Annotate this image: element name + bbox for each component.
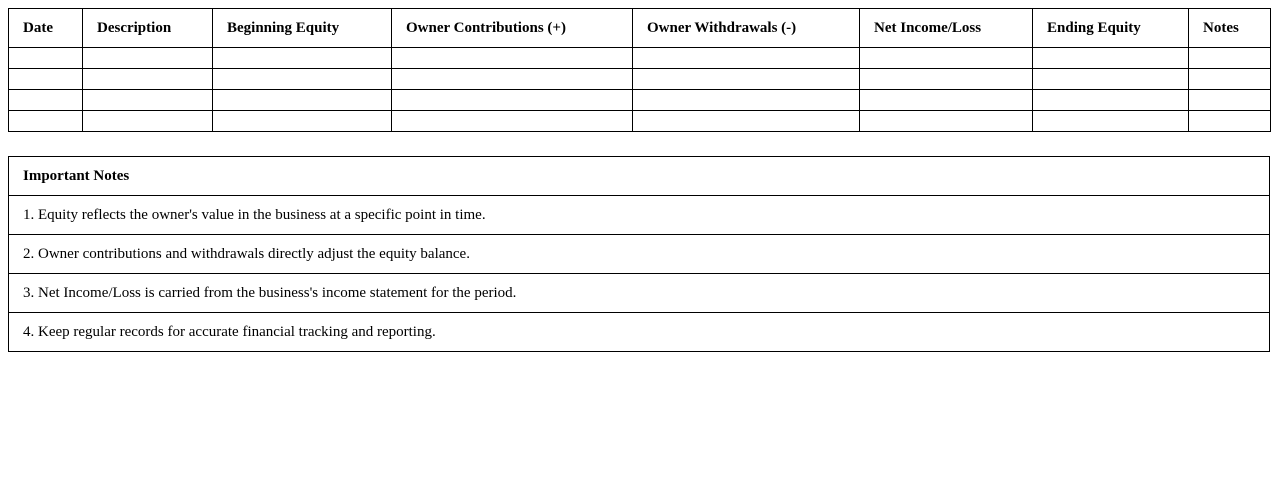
table-row — [9, 90, 1271, 111]
list-item — [9, 274, 1270, 313]
column-header-notes: Notes — [1189, 9, 1271, 48]
note-item-3: 3. Net Income/Loss is carried from the business's income statement for the period. — [9, 274, 1270, 313]
table-cell[interactable] — [9, 90, 83, 111]
table-cell[interactable] — [213, 48, 392, 69]
table-cell[interactable] — [392, 69, 633, 90]
note-item-2: 2. Owner contributions and withdrawals directly adjust the equity balance. — [9, 235, 1270, 274]
table-cell[interactable] — [9, 69, 83, 90]
table-cell[interactable] — [1033, 111, 1189, 132]
table-cell[interactable] — [633, 48, 860, 69]
table-row — [9, 111, 1271, 132]
important-notes-heading: Important Notes — [9, 157, 1270, 196]
equity-table — [8, 8, 1271, 132]
table-cell[interactable] — [860, 111, 1033, 132]
table-cell[interactable] — [1189, 48, 1271, 69]
table-cell[interactable] — [9, 48, 83, 69]
important-notes-table — [8, 156, 1270, 352]
column-header-net-income-loss: Net Income/Loss — [860, 9, 1033, 48]
table-cell[interactable] — [860, 90, 1033, 111]
list-item — [9, 196, 1270, 235]
table-cell[interactable] — [83, 90, 213, 111]
table-cell[interactable] — [633, 90, 860, 111]
table-cell[interactable] — [83, 69, 213, 90]
note-item-4: 4. Keep regular records for accurate financial tracking and reporting. — [9, 313, 1270, 352]
column-header-date: Date — [9, 9, 83, 48]
column-header-owner-contributions: Owner Contributions (+) — [392, 9, 633, 48]
table-cell[interactable] — [213, 69, 392, 90]
table-cell[interactable] — [392, 111, 633, 132]
table-cell[interactable] — [1033, 90, 1189, 111]
table-cell[interactable] — [1189, 69, 1271, 90]
column-header-beginning-equity: Beginning Equity — [213, 9, 392, 48]
table-cell[interactable] — [1189, 90, 1271, 111]
equity-table-header-row — [9, 9, 1271, 48]
table-cell[interactable] — [1189, 111, 1271, 132]
table-cell[interactable] — [83, 111, 213, 132]
list-item — [9, 235, 1270, 274]
table-cell[interactable] — [633, 111, 860, 132]
table-cell[interactable] — [9, 111, 83, 132]
table-cell[interactable] — [860, 48, 1033, 69]
table-cell[interactable] — [213, 90, 392, 111]
table-row — [9, 69, 1271, 90]
table-cell[interactable] — [83, 48, 213, 69]
column-header-description: Description — [83, 9, 213, 48]
column-header-ending-equity: Ending Equity — [1033, 9, 1189, 48]
list-item — [9, 313, 1270, 352]
table-cell[interactable] — [1033, 48, 1189, 69]
table-cell[interactable] — [392, 90, 633, 111]
column-header-owner-withdrawals: Owner Withdrawals (-) — [633, 9, 860, 48]
table-cell[interactable] — [633, 69, 860, 90]
table-cell[interactable] — [392, 48, 633, 69]
table-cell[interactable] — [860, 69, 1033, 90]
notes-header-row — [9, 157, 1270, 196]
table-row — [9, 48, 1271, 69]
note-item-1: 1. Equity reflects the owner's value in the business at a specific point in time. — [9, 196, 1270, 235]
table-cell[interactable] — [1033, 69, 1189, 90]
table-cell[interactable] — [213, 111, 392, 132]
